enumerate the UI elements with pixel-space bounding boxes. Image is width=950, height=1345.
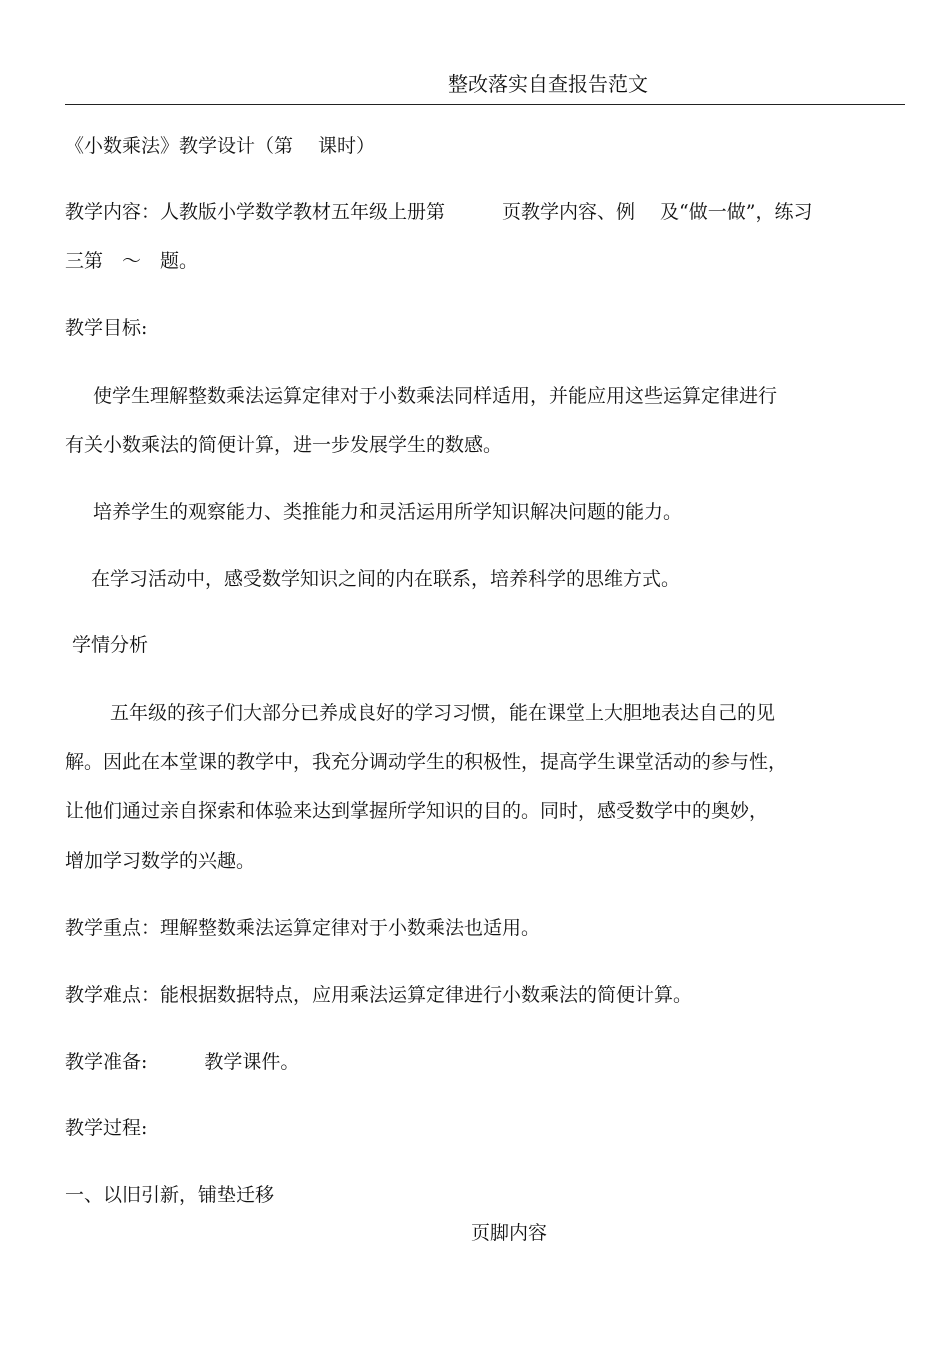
section-1-heading: 一、以旧引新，铺垫迁移: [65, 1184, 275, 1206]
analysis-line-3: 让他们通过亲自探索和体验来达到掌握所学知识的目的。同时，感受数学中的奥妙，: [65, 800, 769, 822]
key-point: 教学重点：理解整数乘法运算定律对于小数乘法也适用。: [65, 917, 541, 939]
objective-3: 在学习活动中，感受数学知识之间的内在联系，培养科学的思维方式。: [91, 568, 681, 590]
content-line-2: 三第 ～ 题。: [65, 250, 199, 272]
process-heading: 教学过程:: [65, 1117, 148, 1139]
header-title: 整改落实自查报告范文: [448, 72, 648, 96]
analysis-line-2: 解。因此在本堂课的教学中，我充分调动学生的积极性，提高学生课堂活动的参与性，: [65, 751, 788, 773]
header-divider: [65, 104, 905, 105]
objectives-heading: 教学目标:: [65, 317, 148, 339]
analysis-line-1: 五年级的孩子们大部分已养成良好的学习习惯，能在课堂上大胆地表达自己的见: [110, 702, 776, 724]
preparation: 教学准备: 教学课件。: [65, 1051, 300, 1073]
objective-2: 培养学生的观察能力、类推能力和灵活运用所学知识解决问题的能力。: [93, 501, 683, 523]
difficulty: 教学难点：能根据数据特点，应用乘法运算定律进行小数乘法的简便计算。: [65, 984, 693, 1006]
objective-1-line-1: 使学生理解整数乘法运算定律对于小数乘法同样适用，并能应用这些运算定律进行: [93, 385, 778, 407]
analysis-heading: 学情分析: [72, 634, 149, 656]
content-line-1: 教学内容：人教版小学数学教材五年级上册第 页教学内容、例 及“做一做”，练习: [65, 201, 813, 223]
objective-1-line-2: 有关小数乘法的简便计算，进一步发展学生的数感。: [65, 434, 503, 456]
analysis-line-4: 增加学习数学的兴趣。: [65, 850, 256, 872]
lesson-title: 《小数乘法》教学设计（第 课时）: [65, 135, 376, 157]
footer-text: 页脚内容: [471, 1222, 548, 1244]
